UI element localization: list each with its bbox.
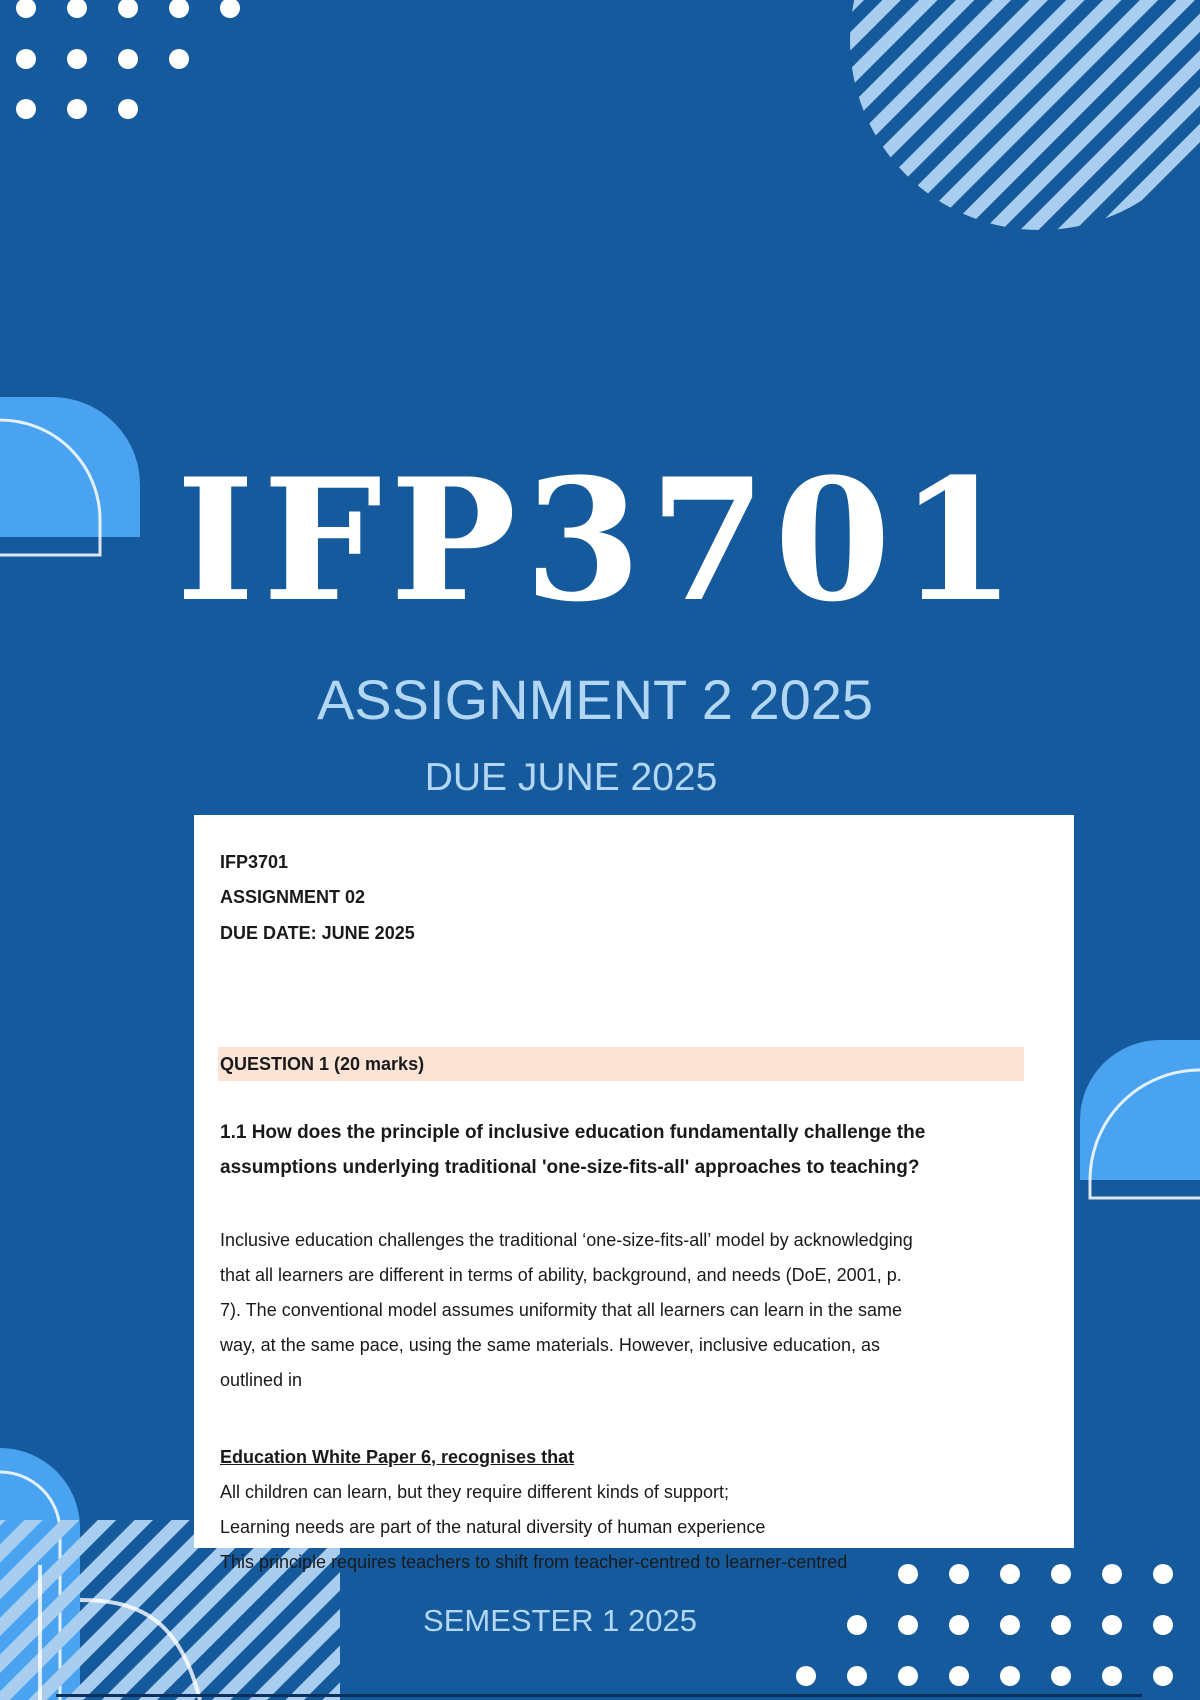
question-text-line: 1.1 How does the principle of inclusive education fundamentally challenge the — [220, 1122, 926, 1143]
question-heading-bar — [218, 1047, 1024, 1081]
answer-line: 7). The conventional model assumes uniformity that all learners can learn in the same — [220, 1300, 903, 1320]
answer-line: that all learners are different in terms of ability, background, and needs (DoE, 2001, p. — [220, 1265, 902, 1285]
assignment-subtitle: ASSIGNMENT 2 2025 — [316, 668, 874, 731]
answer-line: outlined in — [220, 1370, 303, 1390]
white-paper-line: Learning needs are part of the natural diversity of human experience — [220, 1517, 766, 1537]
course-code-title: IFP3701 — [176, 441, 1024, 639]
quarter-circle-right — [1080, 1040, 1200, 1198]
doc-assignment-number: ASSIGNMENT 02 — [220, 887, 366, 907]
white-paper-line: All children can learn, but they require different kinds of support; — [220, 1482, 729, 1502]
dot-grid-top-left — [16, 0, 240, 119]
doc-course-code: IFP3701 — [220, 852, 289, 872]
due-date-line: DUE JUNE 2025 — [424, 756, 718, 799]
document-preview — [194, 815, 1074, 1572]
answer-line: way, at the same pace, using the same materials. However, inclusive education, as — [220, 1335, 880, 1355]
question-text-line: assumptions underlying traditional 'one-size-fits-all' approaches to teaching? — [220, 1157, 920, 1178]
white-paper-heading: Education White Paper 6, recognises that — [220, 1447, 575, 1467]
bottom-rule — [56, 1694, 1142, 1697]
semester-label: SEMESTER 1 2025 — [423, 1603, 697, 1638]
white-paper-line: This principle requires teachers to shift from teacher-centred to learner-centred — [220, 1552, 848, 1572]
striped-circle-top-right — [830, 0, 1200, 240]
question-heading: QUESTION 1 (20 marks) — [220, 1054, 425, 1074]
doc-due-date: DUE DATE: JUNE 2025 — [220, 923, 415, 943]
answer-line: Inclusive education challenges the traditional ‘one-size-fits-all’ model by acknowledging — [220, 1230, 913, 1250]
